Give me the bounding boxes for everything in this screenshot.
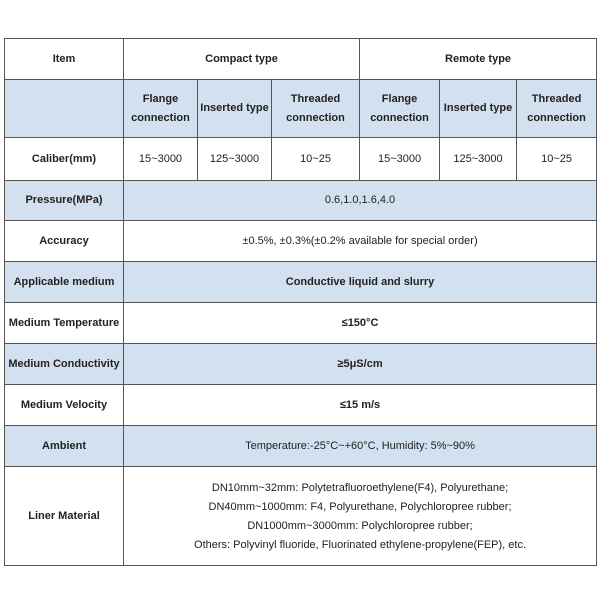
compact-type-header: Compact type [124, 39, 360, 80]
pressure-row [5, 181, 597, 221]
subheader-empty-cell [5, 80, 124, 138]
temperature-row [5, 303, 597, 344]
liner-row [5, 467, 597, 566]
remote-inserted-header: Inserted type [440, 80, 517, 138]
ambient-value: Temperature:-25°C~+60°C, Humidity: 5%~90% [124, 426, 597, 467]
caliber-value: 15~3000 [360, 138, 440, 181]
conductivity-row [5, 344, 597, 385]
conductivity-value: ≥5μS/cm [124, 344, 597, 385]
liner-line: DN10mm~32mm: Polytetrafluoroethylene(F4), Polyurethane; [211, 482, 509, 494]
ambient-row [5, 426, 597, 467]
caliber-value: 125~3000 [198, 138, 272, 181]
liner-line: DN40mm~1000mm: F4, Polyurethane, Polychloropree rubber; [208, 501, 512, 513]
temperature-label: Medium Temperature [5, 303, 124, 344]
caliber-value: 10~25 [517, 138, 597, 181]
header-row [5, 39, 597, 80]
spec-table [4, 38, 597, 566]
subheader-row [5, 80, 597, 138]
accuracy-label: Accuracy [5, 221, 124, 262]
accuracy-row [5, 221, 597, 262]
pressure-value: 0.6,1.0,1.6,4.0 [124, 181, 597, 221]
velocity-row [5, 385, 597, 426]
caliber-value: 125~3000 [440, 138, 517, 181]
liner-value [124, 467, 597, 566]
remote-flange-header: Flange connection [360, 80, 440, 138]
temperature-value: ≤150°C [124, 303, 597, 344]
remote-type-header: Remote type [360, 39, 597, 80]
medium-row [5, 262, 597, 303]
compact-threaded-header: Threaded connection [272, 80, 360, 138]
velocity-label: Medium Velocity [5, 385, 124, 426]
accuracy-value: ±0.5%, ±0.3%(±0.2% available for special order) [124, 221, 597, 262]
caliber-value: 15~3000 [124, 138, 198, 181]
remote-threaded-header: Threaded connection [517, 80, 597, 138]
conductivity-label: Medium Conductivity [5, 344, 124, 385]
liner-line: Others: Polyvinyl fluoride, Fluorinated ethylene-propylene(FEP), etc. [194, 539, 527, 551]
caliber-row [5, 138, 597, 181]
medium-value: Conductive liquid and slurry [124, 262, 597, 303]
medium-label: Applicable medium [5, 262, 124, 303]
liner-label: Liner Material [5, 467, 124, 566]
velocity-value: ≤15 m/s [124, 385, 597, 426]
item-header: Item [5, 39, 124, 80]
pressure-label: Pressure(MPa) [5, 181, 124, 221]
caliber-value: 10~25 [272, 138, 360, 181]
caliber-label: Caliber(mm) [5, 138, 124, 181]
ambient-label: Ambient [5, 426, 124, 467]
compact-inserted-header: Inserted type [198, 80, 272, 138]
compact-flange-header: Flange connection [124, 80, 198, 138]
liner-line: DN1000mm~3000mm: Polychloropree rubber; [247, 520, 473, 532]
